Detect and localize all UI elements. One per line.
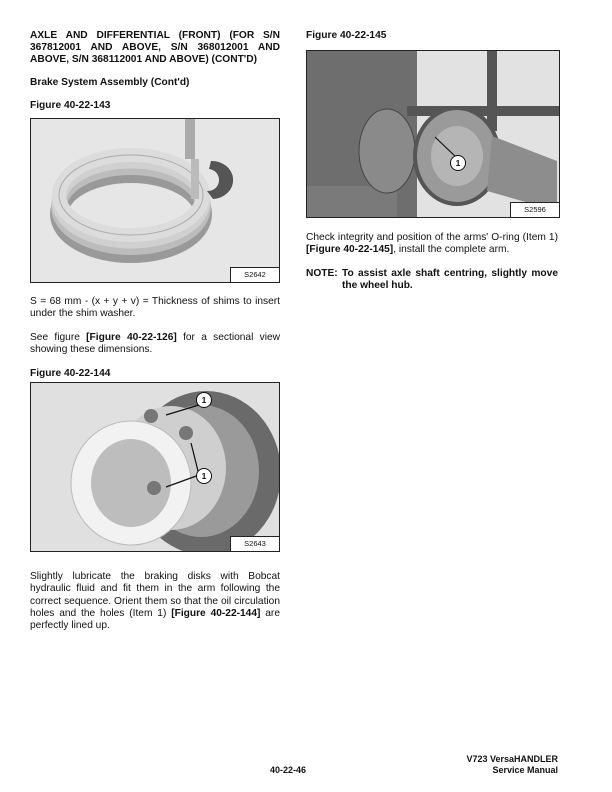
text-run: for a sectional view showing these dimensions. (30, 331, 281, 355)
figure-reference-126[interactable]: [Figure 40-22-126] (86, 331, 177, 343)
shim-formula-text: S = 68 mm - (x + y + v) = Thickness of shims to insert under the shim washer. (30, 296, 280, 320)
check-block (306, 232, 558, 257)
figure-label-143: Figure 40-22-143 (30, 99, 111, 111)
figure-40-22-145 (306, 50, 560, 218)
figure-code: S2596 (510, 202, 559, 217)
see-figure-text (30, 332, 280, 357)
left-column (30, 30, 280, 111)
footer-manual: Service Manual (492, 765, 558, 775)
note-label: NOTE: (306, 268, 338, 279)
braking-disk-illustration (31, 383, 279, 551)
figure-label-145: Figure 40-22-145 (306, 30, 387, 41)
note-text: To assist axle shaft centring, slightly move the wheel hub. (342, 268, 558, 292)
callout-item-1: 1 (196, 468, 212, 484)
text-run: , install the complete arm. (393, 244, 510, 256)
figure-reference-145[interactable]: [Figure 40-22-145] (306, 244, 394, 256)
lubricate-text (30, 571, 280, 632)
shim-washers-illustration (31, 119, 279, 282)
axle-arm-illustration (307, 51, 559, 217)
text-run: Slightly lubricate the braking disks with Bobcat hydraulic fluid and fit them in the arm following the correct sequence. Orient them so that the oil circulation holes and the holes (Item 1) (30, 571, 280, 619)
text-run: are perfectly lined up. (30, 607, 280, 632)
figure-label-144: Figure 40-22-144 (30, 368, 111, 380)
right-column (306, 30, 558, 41)
lubricate-block (30, 571, 280, 632)
check-text (306, 232, 558, 257)
figure-40-22-143 (30, 118, 280, 283)
footer-product: V723 VersaHANDLER (466, 754, 558, 764)
left-text-block (30, 296, 280, 379)
figure-code: S2643 (230, 536, 279, 551)
text-run: See figure (30, 331, 87, 343)
text-run: Check integrity and position of the arms' O-ring (Item 1) (306, 232, 558, 243)
figure-40-22-144 (30, 382, 280, 552)
subsection-title: Brake System Assembly (Cont'd) (30, 76, 190, 88)
page-number: 40-22-46 (270, 765, 307, 775)
callout-item-1: 1 (450, 155, 466, 171)
callout-item-1: 1 (196, 392, 212, 408)
section-title: AXLE AND DIFFERENTIAL (FRONT) (FOR S/N 367812001 AND ABOVE, S/N 368012001 AND ABOVE, S/N 368112001 AND ABOVE) (CONT'D) (30, 30, 280, 66)
figure-code: S2642 (230, 267, 279, 282)
figure-reference-144[interactable]: [Figure 40-22-144] (171, 607, 261, 619)
